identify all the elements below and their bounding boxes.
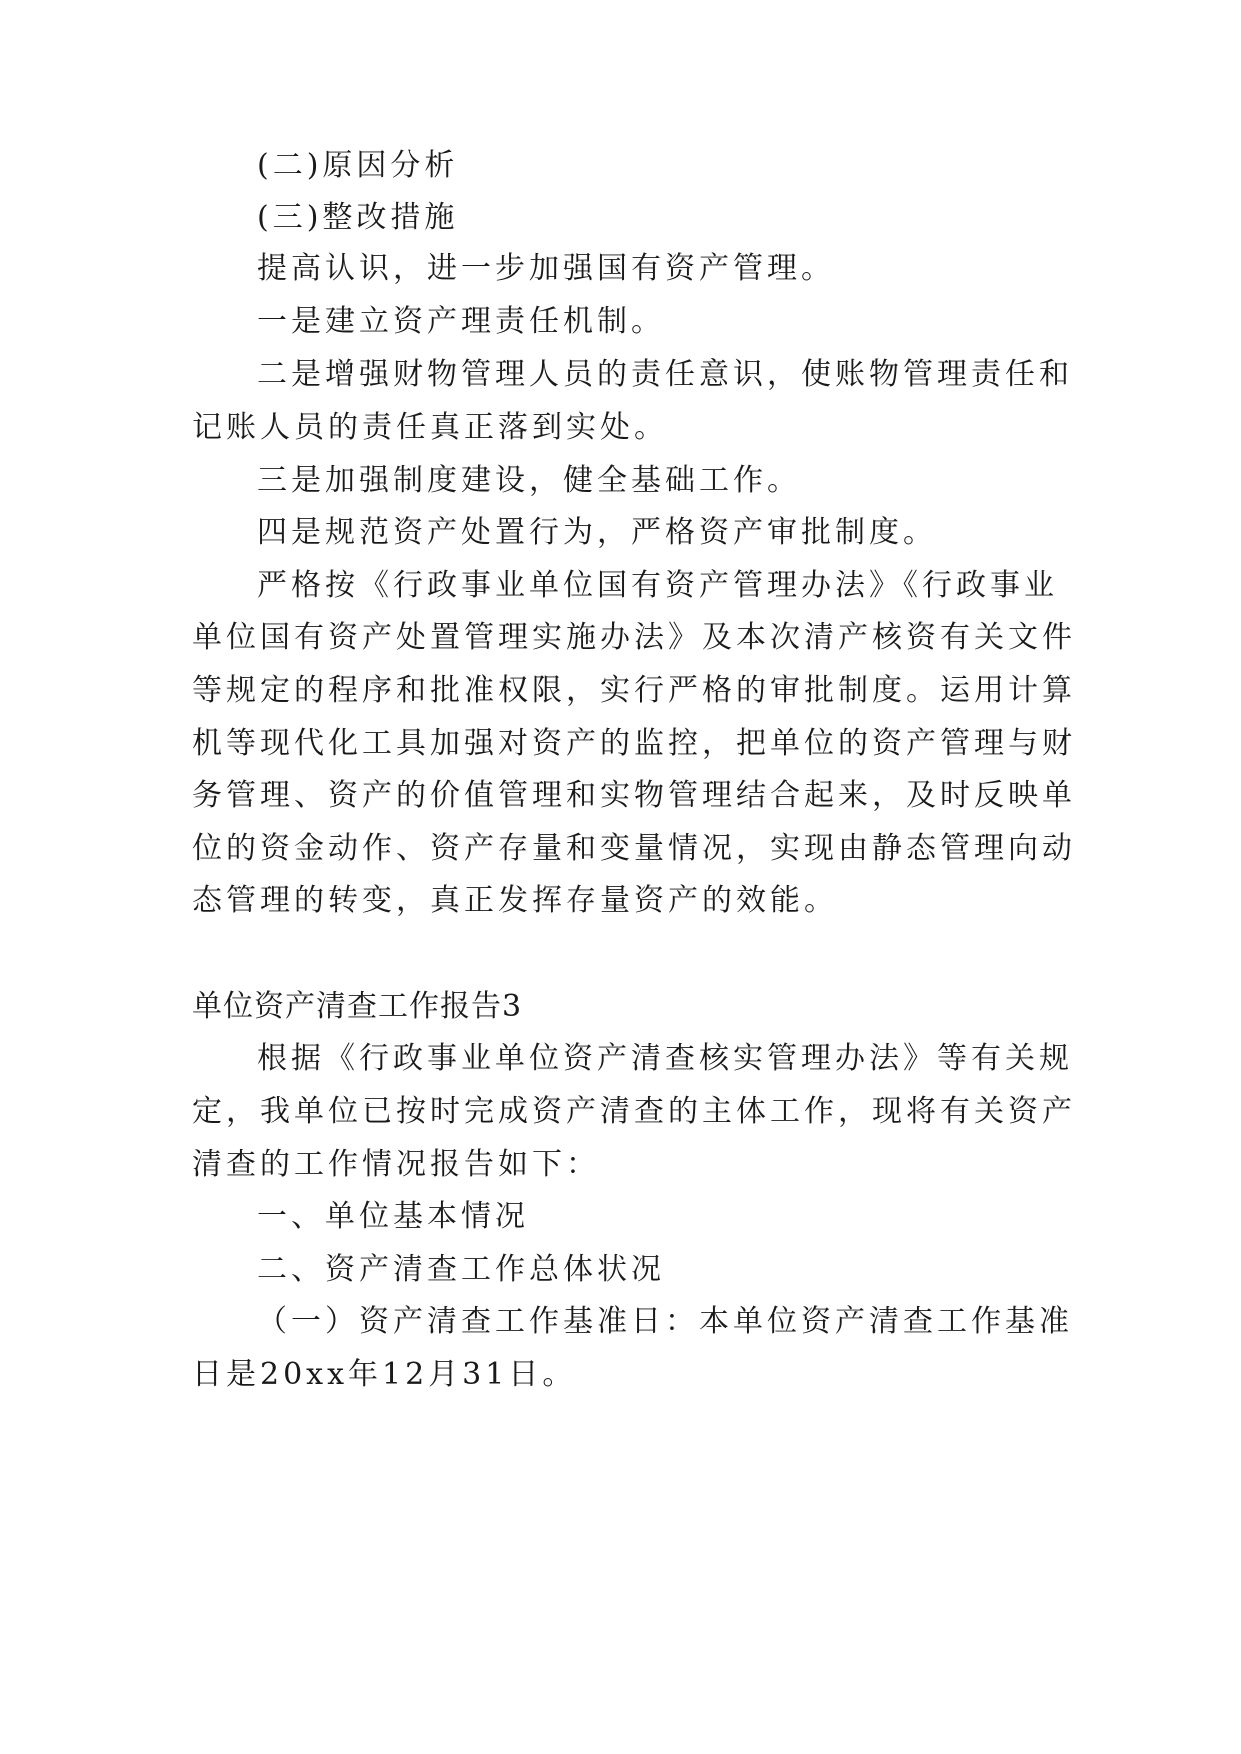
paragraph-line: 根据《行政事业单位资产清查核实管理办法》等有关规 (257, 1041, 1073, 1076)
paragraph-line: 务管理、资产的价值管理和实物管理结合起来，及时反映单 (192, 778, 1076, 813)
section-heading-overall-status: 二、资产清查工作总体状况 (257, 1252, 665, 1287)
paragraph-line: 提高认识，进一步加强国有资产管理。 (257, 251, 835, 286)
paragraph-line: 日是20xx年12月31日。 (192, 1357, 577, 1392)
section-heading-cause-analysis: (二)原因分析 (257, 148, 459, 183)
paragraph-line: （一）资产清查工作基准日：本单位资产清查工作基准 (257, 1304, 1073, 1339)
paragraph-line: 严格按《行政事业单位国有资产管理办法》《行政事业 (257, 568, 1058, 603)
paragraph-line: 位的资金动作、资产存量和变量情况，实现由静态管理向动 (192, 831, 1076, 866)
paragraph-line: 定，我单位已按时完成资产清查的主体工作，现将有关资产 (192, 1094, 1076, 1129)
paragraph-line: 四是规范资产处置行为，严格资产审批制度。 (257, 515, 937, 550)
paragraph-line: 一是建立资产理责任机制。 (257, 304, 665, 339)
paragraph-line: 机等现代化工具加强对资产的监控，把单位的资产管理与财 (192, 726, 1076, 761)
paragraph-line: 记账人员的责任真正落到实处。 (192, 410, 668, 445)
section-heading-basic-info: 一、单位基本情况 (257, 1199, 529, 1234)
report-title: 单位资产清查工作报告3 (192, 989, 523, 1024)
paragraph-line: 等规定的程序和批准权限，实行严格的审批制度。运用计算 (192, 673, 1076, 708)
paragraph-line: 单位国有资产处置管理实施办法》及本次清产核资有关文件 (192, 620, 1076, 655)
paragraph-line: 清查的工作情况报告如下： (192, 1147, 600, 1182)
paragraph-line: 态管理的转变，真正发挥存量资产的效能。 (192, 883, 838, 918)
paragraph-line: 三是加强制度建设，健全基础工作。 (257, 463, 801, 498)
paragraph-line: 二是增强财物管理人员的责任意识，使账物管理责任和 (257, 357, 1073, 392)
section-heading-rectification: (三)整改措施 (257, 200, 459, 235)
